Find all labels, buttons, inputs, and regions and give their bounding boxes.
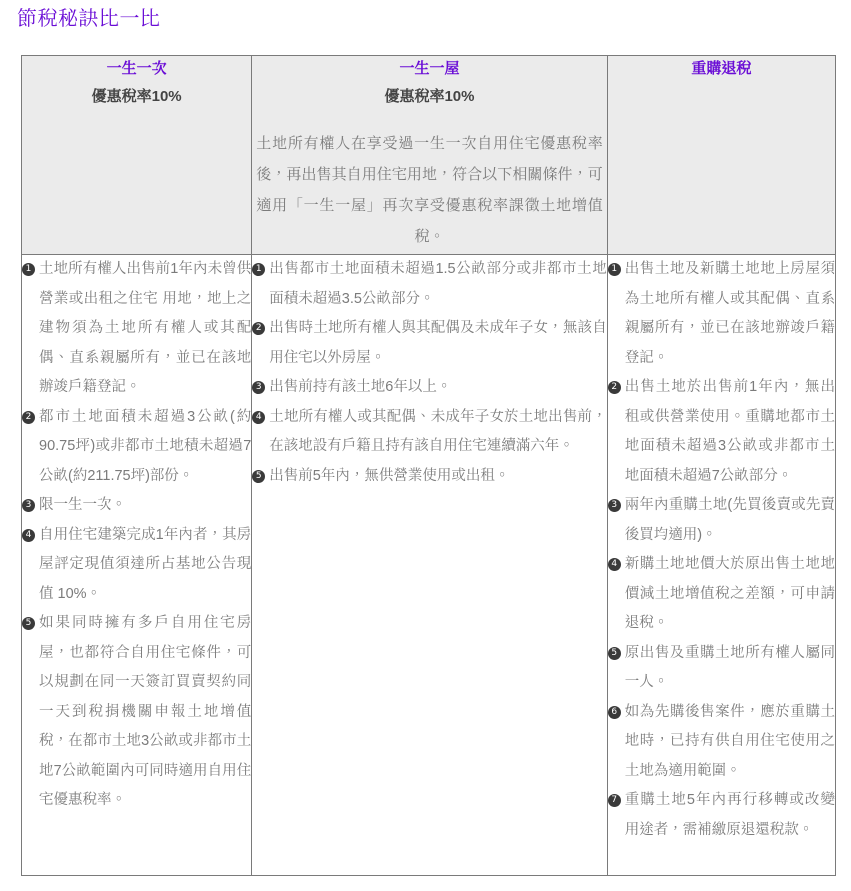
body-cell-once-one-house (252, 255, 607, 876)
condition-text: 出售土地於出售前1年內，無出租或供營業使用。重購地都市土地面積未超過3公畝或非都市土地面積未超過7公畝部分。 (624, 379, 835, 484)
condition-text: 如果同時擁有多戶自用住宅房屋，也都符合自用住宅條件，可以規劃在同一天簽訂買賣契約同一天到稅捐機關申報土地增值稅，在都市土地3公畝或非都市土地7公畝範圍內可同時適用自用住宅優惠稅率。 (39, 615, 252, 808)
condition-item (608, 639, 835, 698)
condition-text: 出售土地及新購土地地上房屋須為土地所有權人或其配偶、直系親屬所有，並已在該地辦竣戶籍登記。 (624, 261, 835, 366)
header-cell-once-in-life (22, 56, 252, 255)
condition-item (252, 373, 606, 403)
condition-number-badge: 5 (252, 470, 265, 483)
condition-number-badge: 4 (22, 529, 35, 542)
condition-number-badge: 6 (608, 706, 621, 719)
condition-item (252, 314, 606, 373)
condition-number-badge: 3 (22, 499, 35, 512)
body-cell-repurchase-refund (607, 255, 835, 876)
condition-number-badge: 4 (252, 411, 265, 424)
condition-number-badge: 7 (608, 794, 621, 807)
condition-text: 土地所有權人出售前1年內未曾供營業或出租之住宅 用地，地上之建物須為土地所有權人或其配偶、直系親屬所有，並已在該地辦竣戶籍登記。 (39, 261, 252, 395)
header-description-once-one-house: 土地所有權人在享受過一生一次自用住宅優惠稅率後，再出售其自用住宅用地，符合以下相關條件，可適用「一生一屋」再次享受優惠稅率課徵土地增值稅。 (256, 135, 603, 245)
tax-comparison-table (21, 55, 836, 876)
condition-text: 原出售及重購土地所有權人屬同一人。 (624, 644, 835, 690)
header-cell-repurchase-refund (607, 56, 835, 255)
condition-item (22, 521, 251, 610)
condition-number-badge: 2 (608, 381, 621, 394)
condition-text: 出售前5年內，無供營業使用或出租。 (269, 467, 510, 484)
condition-item (22, 255, 251, 403)
condition-item (608, 786, 835, 845)
body-cell-once-in-life (22, 255, 252, 876)
condition-item (252, 403, 606, 462)
header-cell-once-one-house (252, 56, 607, 255)
condition-text: 兩年內重購土地(先買後賣或先賣後買均適用)。 (624, 497, 835, 543)
condition-number-badge: 4 (608, 558, 621, 571)
condition-text: 新購土地地價大於原出售土地地價減土地增值稅之差額，可申請退稅。 (624, 556, 835, 631)
condition-number-badge: 3 (608, 499, 621, 512)
condition-text: 限一生一次。 (39, 497, 126, 513)
condition-text: 重購土地5年內再行移轉或改變用途者，需補繳原退還稅款。 (624, 792, 835, 838)
condition-item (252, 462, 606, 492)
condition-item (608, 698, 835, 787)
condition-number-badge: 2 (22, 411, 35, 424)
header-rate-once-in-life: 優惠稅率10% (91, 88, 182, 105)
condition-text: 都市土地面積未超過3公畝(約90.75坪)或非都市土地積未超過7公畝(約211.75坪)部份。 (39, 408, 252, 484)
table-body-row (22, 255, 836, 876)
condition-list-once-one-house (252, 255, 606, 491)
condition-text: 自用住宅建築完成1年內者，其房屋評定現值須達所占基地公告現值 10%。 (39, 526, 252, 602)
page-title: 節稅秘訣比一比 (17, 8, 161, 30)
condition-number-badge: 2 (252, 322, 265, 335)
condition-item (608, 373, 835, 491)
condition-number-badge: 1 (608, 263, 621, 276)
condition-number-badge: 5 (22, 617, 35, 630)
condition-number-badge: 5 (608, 647, 621, 660)
header-title-repurchase-refund: 重購退稅 (691, 60, 752, 77)
condition-list-repurchase-refund (608, 255, 835, 845)
condition-text: 出售時土地所有權人與其配偶及未成年子女，無該自用住宅以外房屋。 (269, 320, 607, 366)
condition-item (22, 491, 251, 521)
condition-text: 出售前持有該土地6年以上。 (269, 379, 452, 395)
header-rate-once-one-house: 優惠稅率10% (384, 88, 475, 105)
condition-number-badge: 1 (252, 263, 265, 276)
table-header-row (22, 56, 836, 255)
header-title-once-one-house: 一生一屋 (399, 60, 460, 77)
condition-number-badge: 1 (22, 263, 35, 276)
condition-text: 土地所有權人或其配偶、未成年子女於土地出售前， 在該地設有戶籍且持有該自用住宅連續滿六年。 (269, 408, 607, 454)
condition-item (252, 255, 606, 314)
condition-item (608, 491, 835, 550)
condition-item (22, 609, 251, 816)
header-title-once-in-life: 一生一次 (106, 60, 167, 77)
condition-text: 出售都市土地面積未超過1.5公畝部分或非都市土地面積未超過3.5公畝部分。 (269, 261, 607, 307)
condition-text: 如為先購後售案件，應於重購土地時，已持有供自用住宅使用之土地為適用範圍。 (624, 703, 835, 779)
condition-item (22, 403, 251, 492)
condition-item (608, 550, 835, 639)
condition-item (608, 255, 835, 373)
condition-number-badge: 3 (252, 381, 265, 394)
condition-list-once-in-life (22, 255, 251, 816)
